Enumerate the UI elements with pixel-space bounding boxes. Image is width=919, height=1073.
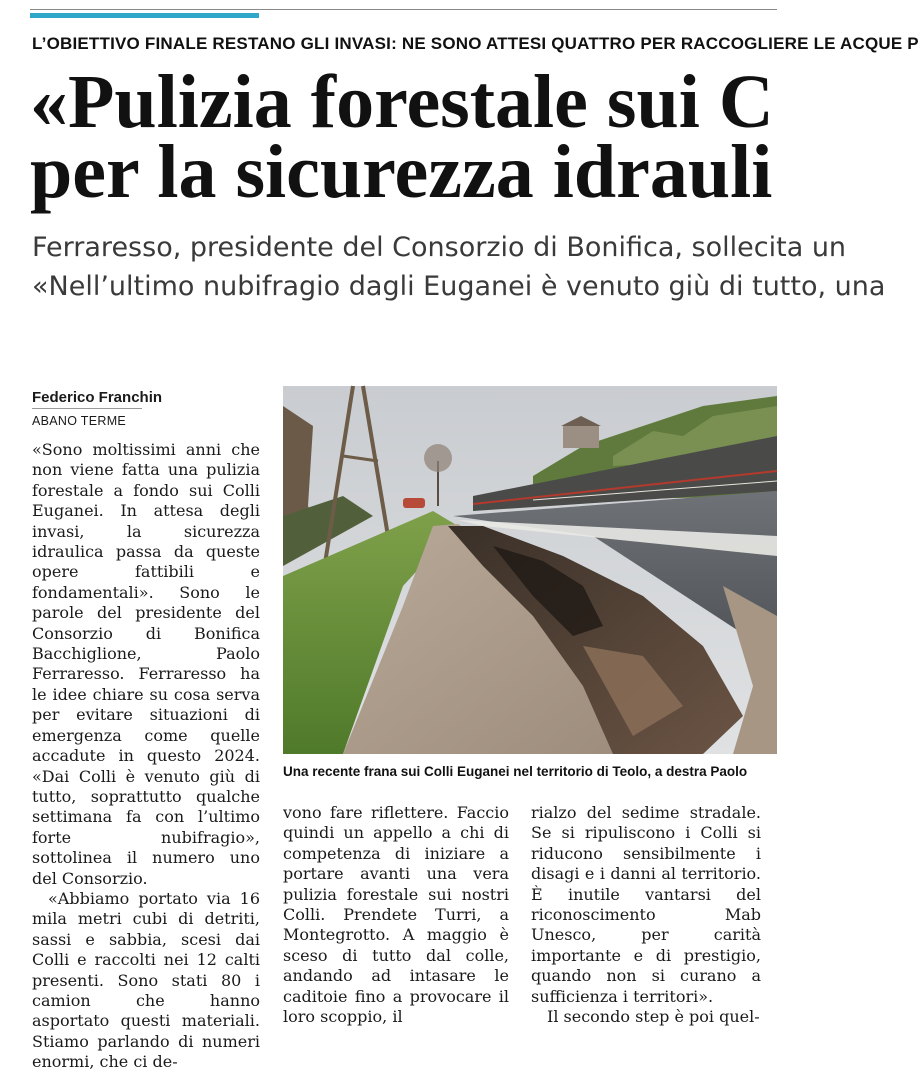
subheadline-line-2: «Nell’ultimo nubifragio dagli Euganei è venuto giù di tutto, una (32, 271, 886, 302)
article-paragraph: «Sono moltissimi anni che non viene fatta una pulizia forestale a fondo sui Colli Euganei. In attesa degli invasi, la sicurezza idraulica passa da queste opere fattibili e fondamentali». Sono le parole del presidente del Consorzio di Bonifica Bacchiglione, Paolo Ferraresso. Ferraresso ha le idee chiare su cosa serva per evitare situazioni di emergenza come quelle accadute in questo 2024. «Dai Colli è venuto giù di tutto, soprattutto qualche settimana fa con l’ultimo forte nubifragio», sottolinea il numero uno del Consorzio. (32, 440, 260, 888)
photo-caption: Una recente frana sui Colli Euganei nel territorio di Teolo, a destra Paolo (283, 764, 748, 779)
article-column-1 (32, 440, 260, 1072)
article-column-3 (531, 803, 761, 1027)
article-column-2 (283, 803, 509, 1027)
article-paragraph: vono fare riflettere. Faccio quindi un appello a chi di competenza di iniziare a portare avanti una vera pulizia forestale sui nostri Colli. Prendete Turri, a Montegrotto. A maggio è sceso di tutto dal colle, andando ad intasare le caditoie fino a provocare il loro scoppio, il (283, 803, 509, 1027)
byline-divider (32, 408, 142, 409)
headline-line-2: per la sicurezza idrauli (30, 130, 773, 214)
byline-location: ABANO TERME (32, 414, 127, 428)
landslide-road-photo (283, 386, 777, 754)
subheadline-line-1: Ferraresso, presidente del Consorzio di Bonifica, sollecita un (32, 232, 847, 263)
article-paragraph: «Abbiamo portato via 16 mila metri cubi di detriti, sassi e sabbia, scesi dai Colli e raccolti nei 12 calti presenti. Sono stati 80 i camion che hanno asportato questi materiali. Stiamo parlando di numeri enormi, che ci de- (32, 888, 260, 1072)
kicker: L’OBIETTIVO FINALE RESTANO GLI INVASI: NE SONO ATTESI QUATTRO PER RACCOGLIERE LE ACQUE P (32, 34, 919, 53)
article-photo (283, 386, 777, 754)
byline-author: Federico Franchin (32, 389, 163, 406)
top-rule (30, 9, 777, 10)
section-accent-bar (30, 13, 259, 18)
article-paragraph: rialzo del sedime stradale. Se si ripuliscono i Colli si riducono sensibilmente i disagi e i danni al territorio. È inutile vantarsi del riconoscimento Mab Unesco, per carità importante e di prestigio, quando non si curano a sufficienza i territori». (531, 803, 761, 1006)
article-paragraph: Il secondo step è poi quel- (547, 1007, 760, 1027)
headline-line-1: «Pulizia forestale sui C (30, 60, 774, 144)
